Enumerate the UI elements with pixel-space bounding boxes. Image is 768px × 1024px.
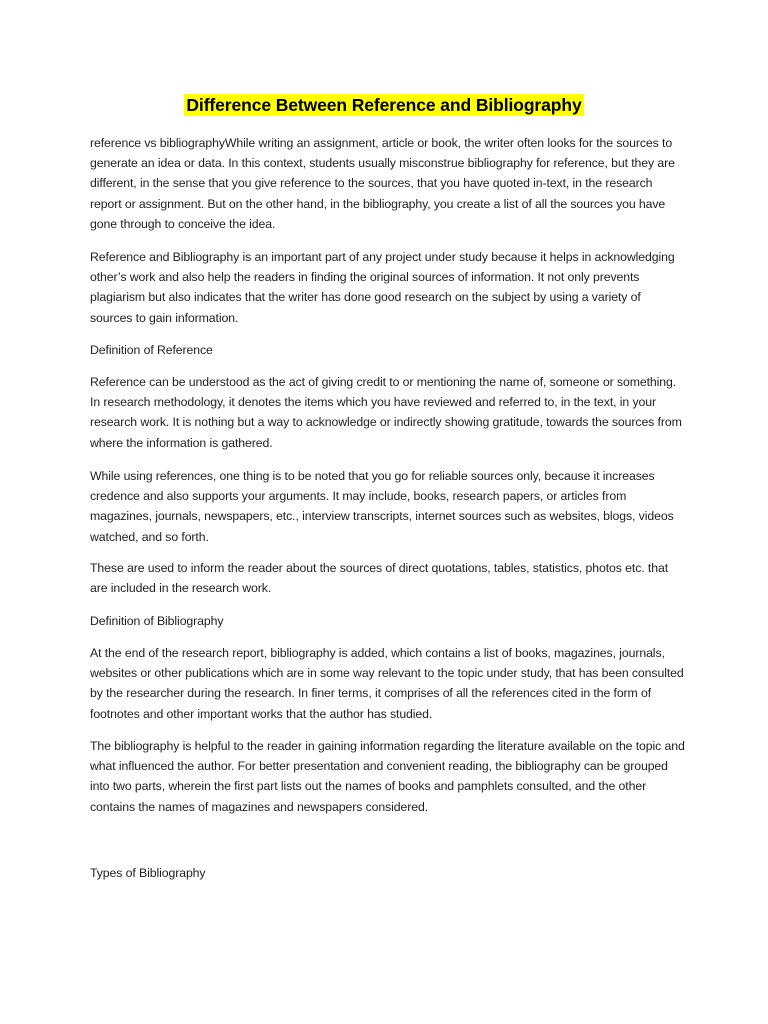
section-heading: Definition of Bibliography: [90, 614, 224, 628]
paragraph-text: While using references, one thing is to be noted that you go for reliable sources only, because it increases credence and also supports your arguments. It may include, books, research papers, or articles from magazines, journals, newspapers, etc., interview transcripts, internet sources such as websites, blogs, videos watched, and so forth.: [90, 469, 674, 544]
paragraph-reference-purpose: [90, 558, 686, 598]
heading-types-bibliography: [90, 863, 686, 883]
paragraph-text: At the end of the research report, bibliography is added, which contains a list of books, magazines, journals, websites or other publications which are in some way relevant to the topic under study, that has been consulted by the researcher during the research. In finer terms, it comprises of all the references cited in the form of footnotes and other important works that the author has studied.: [90, 646, 684, 721]
paragraph-bibliography-usage: [90, 736, 686, 817]
paragraph-text: The bibliography is helpful to the reader in gaining information regarding the literature available on the topic and what influenced the author. For better presentation and convenient reading, the bibliography can be grouped into two parts, wherein the first part lists out the names of books and pamphlets consulted, and the other contains the names of magazines and newspapers considered.: [90, 739, 685, 814]
section-heading: Types of Bibliography: [90, 866, 206, 880]
document-title: Difference Between Reference and Bibliography: [186, 95, 582, 115]
paragraph-text: These are used to inform the reader about the sources of direct quotations, tables, statistics, photos etc. that are included in the research work.: [90, 561, 669, 596]
title-block: [0, 94, 768, 116]
paragraph-text: Reference can be understood as the act of giving credit to or mentioning the name of, someone or something. In research methodology, it denotes the items which you have reviewed and referred to, in the text, in your research work. It is nothing but a way to acknowledge or indirectly showing gratitude, towards the sources from where the information is gathered.: [90, 375, 682, 450]
paragraph-text: Reference and Bibliography is an important part of any project under study because it helps in acknowledging other’s work and also help the readers in finding the original sources of information. It not only prevents plagiarism but also indicates that the writer has done good research on the subject by using a variety of sources to gain information.: [90, 250, 675, 325]
paragraph-reference-usage: [90, 466, 686, 547]
heading-definition-reference: [90, 340, 686, 360]
paragraph-text: reference vs bibliographyWhile writing an assignment, article or book, the writer often looks for the sources to generate an idea or data. In this context, students usually misconstrue bibliography for reference, but they are different, in the sense that you give reference to the sources, that you have quoted in-text, in the research report or assignment. But on the other hand, in the bibliography, you create a list of all the sources you have gone through to conceive the idea.: [90, 136, 675, 231]
paragraph-bibliography-definition: [90, 643, 686, 724]
section-heading: Definition of Reference: [90, 343, 213, 357]
heading-definition-bibliography: [90, 611, 686, 631]
paragraph-reference-definition: [90, 372, 686, 453]
paragraph-importance: [90, 247, 686, 328]
paragraph-intro: [90, 133, 686, 234]
